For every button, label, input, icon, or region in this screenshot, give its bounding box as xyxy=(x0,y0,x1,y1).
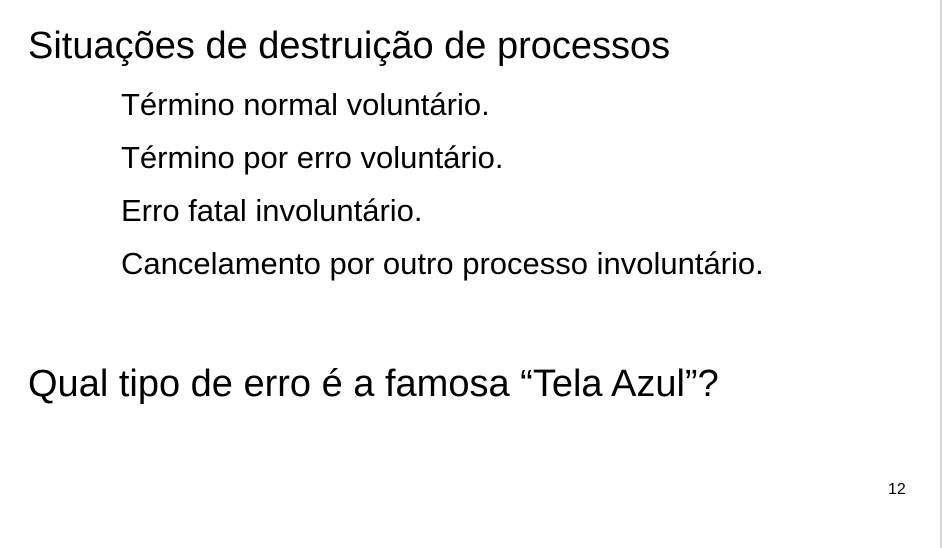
slide-heading: Situações de destruição de processos xyxy=(28,25,671,67)
process-termination-list xyxy=(121,86,764,298)
list-item: Cancelamento por outro processo involuntário. xyxy=(121,246,764,281)
page-number: 12 xyxy=(888,481,906,498)
list-item: Término por erro voluntário. xyxy=(121,140,504,175)
list-item: Erro fatal involuntário. xyxy=(121,193,423,228)
list-item: Término normal voluntário. xyxy=(121,87,490,122)
slide-question: Qual tipo de erro é a famosa “Tela Azul”? xyxy=(28,363,719,405)
